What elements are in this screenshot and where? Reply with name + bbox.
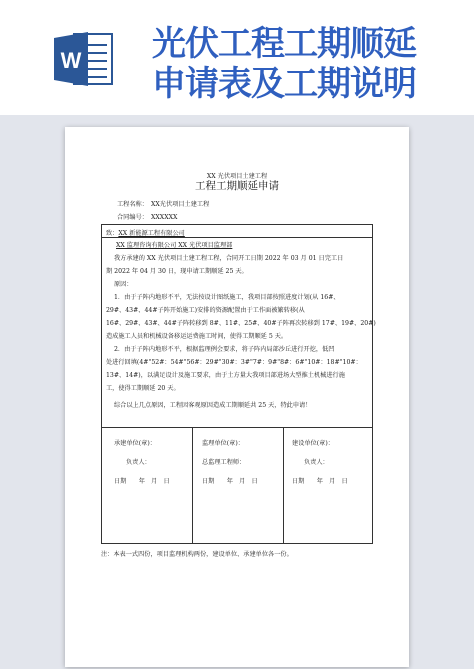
body-line: 2．由于子阵内地形不平，根据监理例会要求，将子阵内局部沙丘进行开挖，低凹: [114, 346, 335, 353]
body-line: 29#、43#、44#子阵开始施工)安排的资源配置由于工作面被繁转移(从: [106, 307, 305, 314]
banner: [0, 0, 474, 115]
supervisor-person: 总监理工程师：: [202, 459, 246, 466]
contractor-person: 负责人：: [126, 459, 151, 466]
owner-date: 日期 年 月 日: [292, 478, 348, 485]
body-line: 造成施工人员和机械设备移运运费施工时间，使得工期顺延 5 天。: [106, 333, 288, 340]
signature-column-divider: [192, 428, 193, 544]
contract-label: 合同编号：: [117, 214, 148, 221]
pre-title: XX 光伏项目土建工程: [206, 173, 268, 180]
contract-value: XXXXXX: [151, 214, 178, 221]
body-line: 16#、29#、43#、44#子阵转移到 8#、11#、25#、40#子阵再次转移到 17#、19#、20#): [106, 320, 376, 327]
project-name-row: [117, 199, 209, 208]
owner-unit: 建设单位(章)：: [292, 440, 334, 447]
body-line: 综合以上几点原因，工程因客观原因造成工期顺延共 25 天，特此申请！: [114, 402, 312, 409]
body-line: 13#、14#)，以满足设计及施工要求，由于土方量大我项目部进场大型推土机械进行施: [106, 372, 345, 379]
owner-person: 负责人：: [304, 459, 329, 466]
banner-title-line-1: 光伏工程工期顺延: [152, 24, 416, 64]
contract-row: [117, 212, 177, 221]
body-line: 原因：: [114, 281, 133, 288]
banner-title-line-2: 申请表及工期说明: [152, 64, 416, 104]
body-line: 期 2022 年 04 月 30 日，现申请工期顺延 25 天。: [106, 268, 248, 275]
signature-column-divider: [283, 428, 284, 544]
supervisor-date: 日期 年 月 日: [202, 478, 258, 485]
project-value: XX光伏项目土建工程: [151, 201, 210, 208]
word-document-icon: [52, 30, 114, 88]
document-title: 工程工期顺延申请: [195, 180, 279, 192]
supervisor-unit: 监理单位(章)：: [202, 440, 244, 447]
project-label: 工程名称：: [117, 201, 148, 208]
signature-divider: [102, 427, 372, 428]
body-line: 我方承建的 XX 光伏项目土建工程工程，合同开工日期 2022 年 03 月 01 日完工日: [114, 255, 344, 262]
contractor-unit: 承建单位(章)：: [114, 440, 156, 447]
to-prefix: 致：: [106, 230, 119, 237]
body-line: 处进行回填(4#"52#：54#"56#：29#"30#：3#"7#：9#"8#：6#"10#：18#"10#：: [106, 359, 362, 366]
document-page: [65, 127, 409, 667]
contractor-date: 日期 年 月 日: [114, 478, 170, 485]
logo-letter: W: [60, 48, 82, 73]
footnote: 注：本表一式四份，项目监理机构两份，建设单位、承建单位各一份。: [101, 551, 293, 558]
application-form: [101, 224, 376, 544]
body-line: 工，使得工期顺延 20 天。: [106, 385, 180, 392]
body-line: 1．由于子阵内地形不平，无法按设计图纸施工，我项目部按照进度计划(从 16#、: [114, 294, 340, 301]
cc-value: XX 监理咨询有限公司 XX 光伏项目监理部: [116, 242, 233, 249]
to-value: XX 新能源工程有限公司: [118, 230, 185, 237]
banner-title: [152, 24, 468, 104]
to-line: [106, 228, 185, 237]
form-divider: [102, 237, 372, 238]
